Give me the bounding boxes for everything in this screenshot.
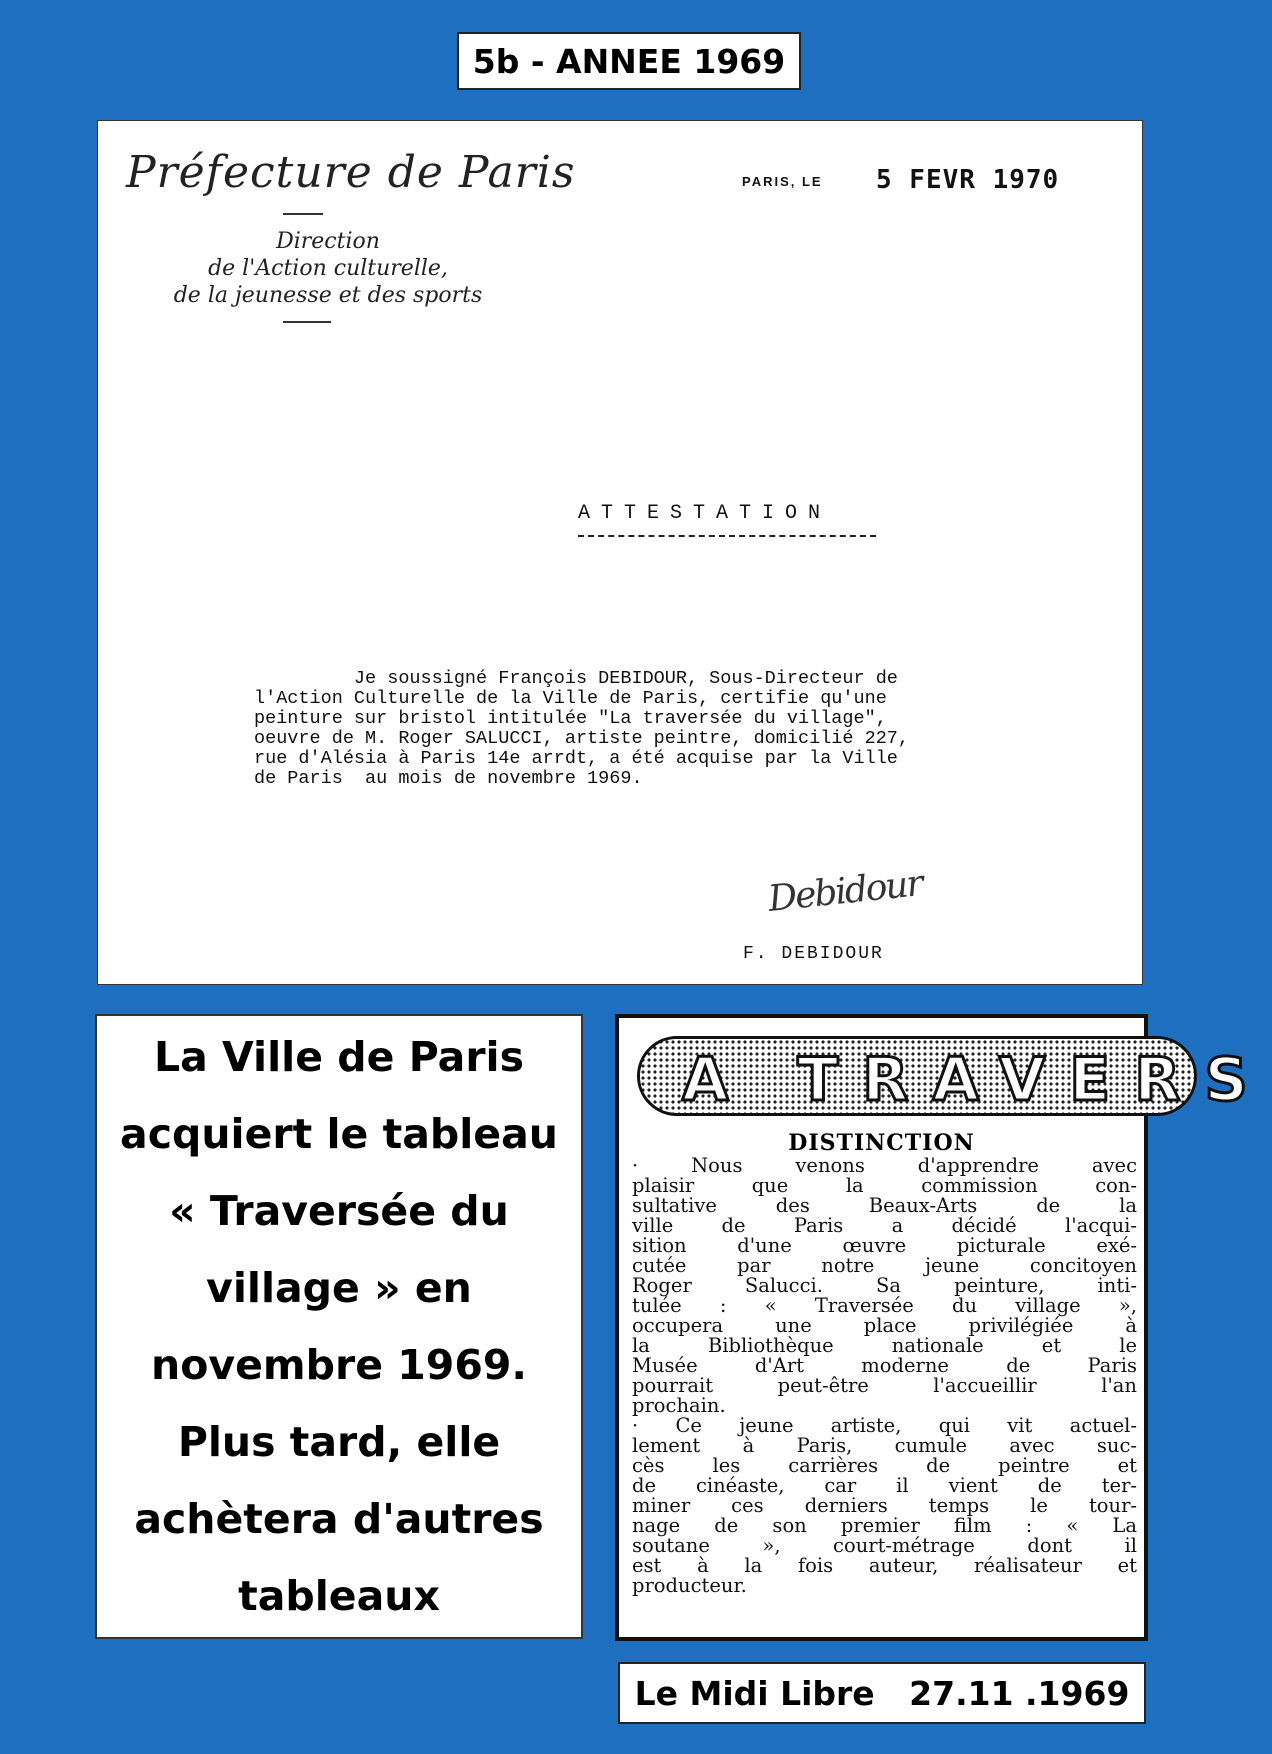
source-label: Le Midi Libre 27.11 .1969 [618,1662,1146,1724]
clipping-line: Musée d'Art moderne de Paris [632,1354,1137,1377]
heading-underline [578,535,876,537]
clipping-line: plaisir que la commission con- [632,1174,1137,1197]
direction-line-2: de l'Action culturelle, [208,256,448,281]
clipping-line: est à la fois auteur, réalisateur et [632,1554,1137,1577]
date-prefix: PARIS, LE [742,174,823,189]
clipping-line: · Nous venons d'apprendre avec [632,1154,1137,1177]
body-line: rue d'Alésia à Paris 14e arrdt, a été acquise par la Ville [254,748,898,769]
clipping-line: sition d'une œuvre picturale exé- [632,1234,1137,1257]
body-line: l'Action Culturelle de la Ville de Paris, certifie qu'une [254,688,887,709]
clipping-line: occupera une place privilégiée à [632,1314,1137,1337]
clipping-line: sultative des Beaux-Arts de la [632,1194,1137,1217]
handwritten-signature: Debidour [766,863,924,920]
letterhead-rule-top [283,213,323,215]
newspaper-clipping [615,1014,1272,1641]
body-line: peinture sur bristol intitulée "La traversée du village", [254,708,887,729]
attestation-heading: ATTESTATION [578,502,832,525]
caption-panel [95,1014,583,1639]
clipping-line: de cinéaste, car il vient de ter- [632,1474,1137,1497]
clipping-line: ville de Paris a décidé l'acqui- [632,1214,1137,1237]
caption-line: village » en [206,1263,472,1312]
date-stamp: 5 FEVR 1970 [876,165,1060,195]
clipping-line: la Bibliothèque nationale et le [632,1334,1137,1357]
clipping-line: cès les carrières de peintre et [632,1454,1137,1477]
clipping-line: · Ce jeune artiste, qui vit actuel- [632,1414,1137,1437]
prefecture-letterhead: Préfecture de Paris [126,147,576,198]
clipping-line: soutane », court-métrage dont il [632,1534,1137,1557]
attestation-letter [97,120,1143,985]
body-line: oeuvre de M. Roger SALUCCI, artiste peintre, domicilié 227, [254,728,910,749]
caption-line: « Traversée du [169,1186,509,1235]
clipping-line: producteur. [632,1574,747,1597]
direction-line-1: Direction [276,229,380,254]
masthead-text: A TRAVERS [682,1045,1272,1115]
letterhead-rule-bottom [283,321,331,323]
body-line: Je soussigné François DEBIDOUR, Sous-Directeur de [254,668,898,689]
clipping-line: lement à Paris, cumule avec suc- [632,1434,1137,1457]
clipping-line: nage de son premier film : « La [632,1514,1137,1537]
page-title: 5b - ANNEE 1969 [457,32,801,90]
clipping-line: miner ces derniers temps le tour- [632,1494,1137,1517]
caption-line: acquiert le tableau [120,1109,558,1158]
clipping-line: cutée par notre jeune concitoyen [632,1254,1137,1277]
caption-line: tableaux [238,1571,440,1620]
signatory-name: F. DEBIDOUR [743,944,884,964]
caption-line: achètera d'autres [134,1494,544,1543]
clipping-line: prochain. [632,1394,726,1417]
clipping-line: Roger Salucci. Sa peinture, inti- [632,1274,1137,1297]
caption-line: Plus tard, elle [177,1417,501,1466]
direction-line-3: de la jeunesse et des sports [173,283,483,308]
clipping-section-title: DISTINCTION [788,1130,975,1156]
body-line: de Paris au mois de novembre 1969. [254,768,643,789]
caption-line: La Ville de Paris [153,1032,525,1081]
caption-line: novembre 1969. [151,1340,527,1389]
clipping-line: tulée : « Traversée du village », [632,1294,1137,1317]
clipping-masthead [637,1036,1272,1116]
clipping-line: pourrait peut-être l'accueillir l'an [632,1374,1137,1397]
